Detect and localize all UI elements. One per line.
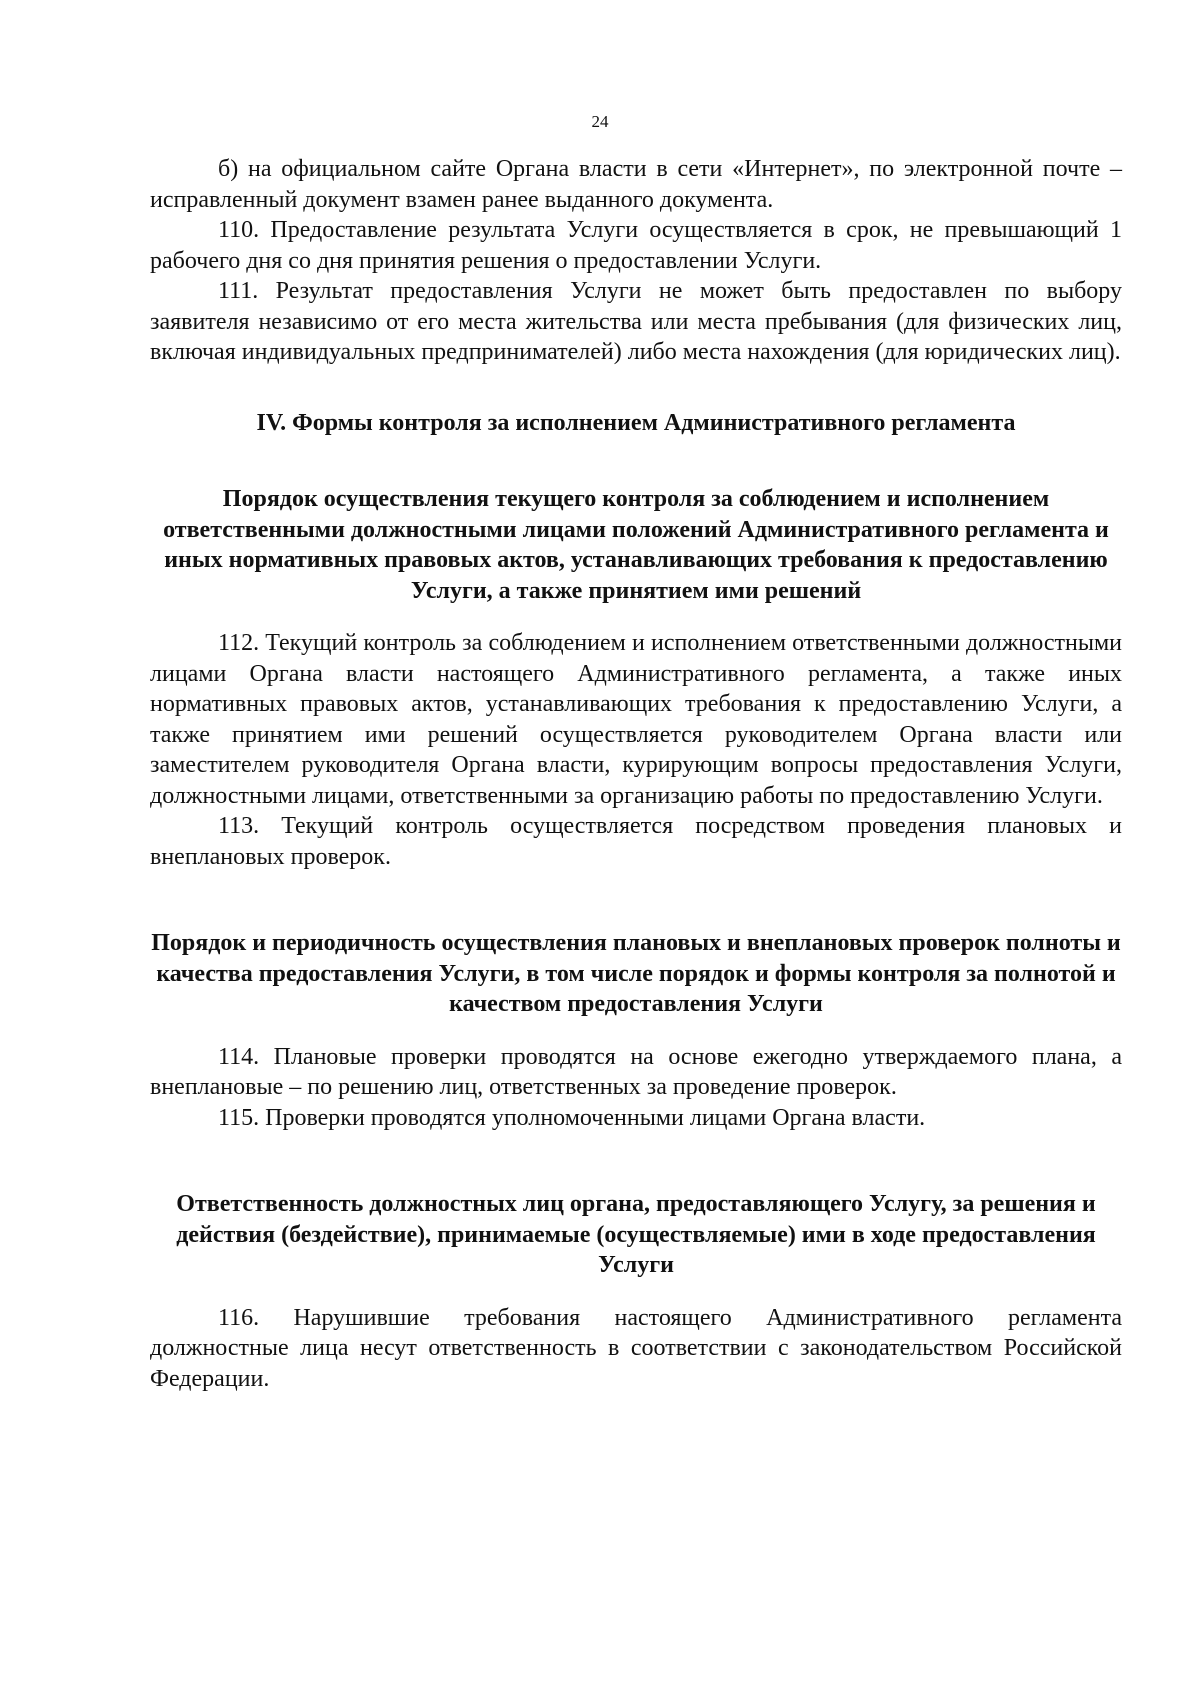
paragraph-113: 113. Текущий контроль осуществляется посредством проведения плановых и внеплановых проверок. <box>150 813 1122 870</box>
paragraph-116: 116. Нарушившие требования настоящего Административного регламента должностные лица несут ответственность в соответствии с законодательством Российской Федерации. <box>150 1304 1122 1392</box>
paragraph-112: 112. Текущий контроль за соблюдением и исполнением ответственными должностными лицами Органа власти настоящего Административного регламента, а также иных нормативных правовых актов, устанавливающих требования к предоставлению Услуги, а также принятием ими решений осуществляется руководителем Органа власти или заместителем руководителя Органа власти, курирующим вопросы предоставления Услуги, должностными лицами, ответственными за организацию работы по предоставлению Услуги. <box>150 630 1122 809</box>
paragraph-115: 115. Проверки проводятся уполномоченными лицами Органа власти. <box>218 1104 926 1131</box>
paragraph-114: 114. Плановые проверки проводятся на основе ежегодно утверждаемого плана, а внеплановые – по решению лиц, ответственных за проведение проверок. <box>150 1043 1122 1100</box>
spacer <box>150 368 1122 408</box>
paragraph-111: 111. Результат предоставления Услуги не может быть предоставлен по выбору заявителя независимо от его места жительства или места пребывания (для физических лиц, включая индивидуальных предпринимателей) либо места нахождения (для юридических лиц). <box>150 278 1122 365</box>
subsection-heading-inspections: Порядок и периодичность осуществления плановых и внеплановых проверок полноты и качества предоставления Услуги, в том числе порядок и формы контроля за полнотой и качеством предоставления Услуги <box>151 930 1121 1017</box>
subsection-heading-responsibility: Ответственность должностных лиц органа, предоставляющего Услугу, за решения и действия (бездействие), принимаемые (осуществляемые) ими в ходе предоставления Услуги <box>176 1191 1096 1278</box>
spacer <box>150 1133 1122 1189</box>
paragraph-b-official-site: б) на официальном сайте Органа власти в сети «Интернет», по электронной почте – исправленный документ взамен ранее выданного документа. <box>150 156 1122 213</box>
spacer <box>150 1020 1122 1042</box>
subsection-heading-current-control: Порядок осуществления текущего контроля за соблюдением и исполнением ответственными должностными лицами положений Административного регламента и иных нормативных правовых актов, устанавливающих требования к предоставлению Услуги, а также принятием ими решений <box>163 486 1109 604</box>
paragraph-110: 110. Предоставление результата Услуги осуществляется в срок, не превышающий 1 рабочего дня со дня принятия решения о предоставлении Услуги. <box>150 217 1122 274</box>
spacer <box>150 438 1122 484</box>
spacer <box>150 872 1122 928</box>
page-content <box>150 154 1122 1394</box>
spacer <box>150 1281 1122 1303</box>
section-heading-iv: IV. Формы контроля за исполнением Административного регламента <box>256 409 1016 436</box>
page-number: 24 <box>591 112 609 131</box>
spacer <box>150 606 1122 628</box>
